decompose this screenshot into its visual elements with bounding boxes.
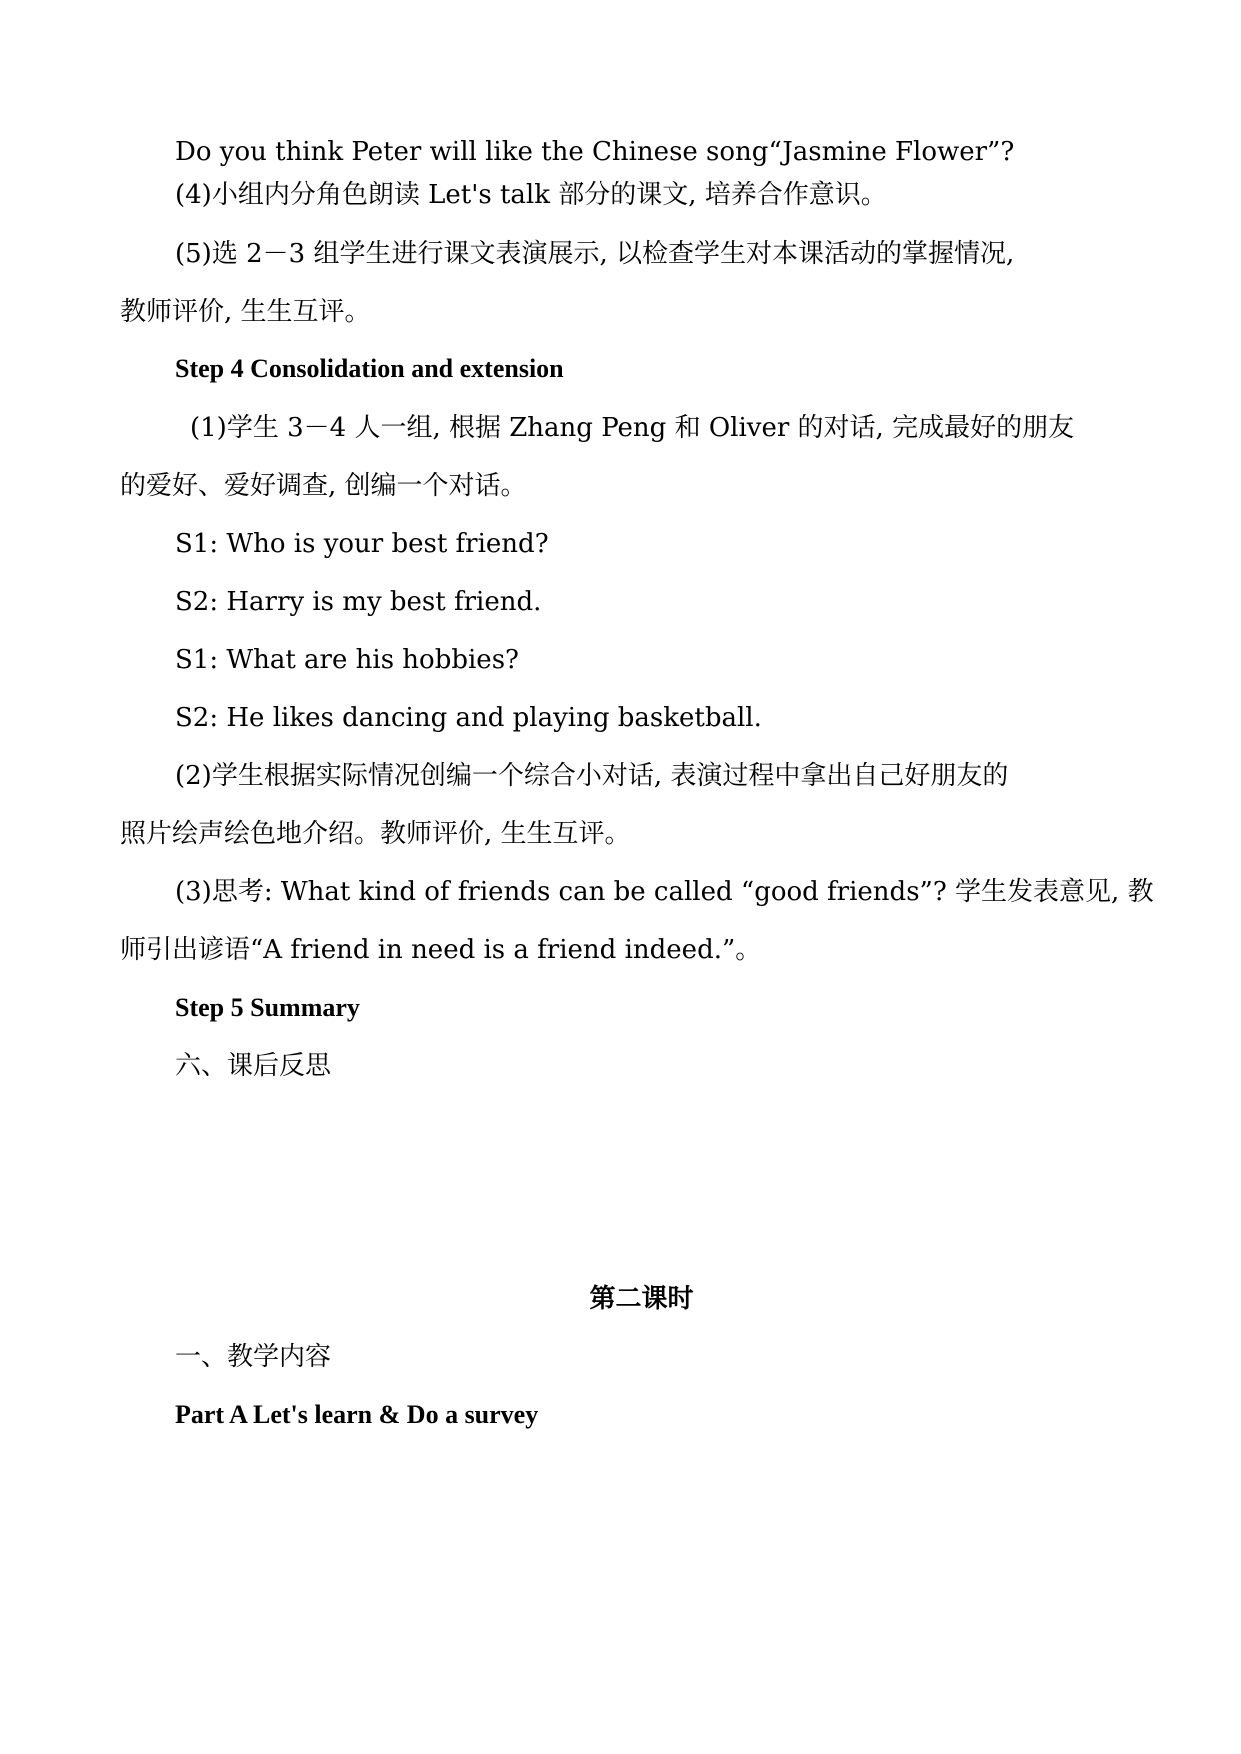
step-item-5: (5)选 2－3 组学生进行课文表演展示, 以检查学生对本课活动的掌握情况, [175,239,1015,269]
step-4-heading: Step 4 Consolidation and extension [175,354,564,383]
dialogue-line-4: S2: He likes dancing and playing basketball. [175,703,762,733]
step-item-4: (4)小组内分角色朗读 Let's talk 部分的课文, 培养合作意识。 [175,180,887,210]
consolidation-item-1: (1)学生 3－4 人一组, 根据 Zhang Peng 和 Oliver 的对话, 完成最好的朋友 [190,413,1075,443]
dialogue-line-2: S2: Harry is my best friend. [175,587,542,617]
teaching-content-heading: 一、教学内容 [175,1342,332,1372]
consolidation-item-2-continued: 照片绘声绘色地介绍。教师评价, 生生互评。 [120,819,631,849]
question-line: Do you think Peter will like the Chinese song“Jasmine Flower”? [175,137,1015,167]
section-reflection-heading: 六、课后反思 [175,1051,332,1081]
step-5-heading: Step 5 Summary [175,993,360,1022]
dialogue-line-3: S1: What are his hobbies? [175,645,519,675]
consolidation-item-2: (2)学生根据实际情况创编一个综合小对话, 表演过程中拿出自己好朋友的 [175,761,1009,791]
consolidation-item-1-continued: 的爱好、爱好调查, 创编一个对话。 [120,471,527,501]
consolidation-item-3-continued: 师引出谚语“A friend in need is a friend indeed.”。 [120,935,762,965]
consolidation-item-3: (3)思考: What kind of friends can be called “good friends”? 学生发表意见, 教 [175,877,1154,907]
step-item-5-continued: 教师评价, 生生互评。 [120,297,371,327]
lesson-2-title: 第二课时 [589,1284,694,1313]
dialogue-line-1: S1: Who is your best friend? [175,529,549,559]
part-a-heading: Part A Let's learn & Do a survey [175,1400,539,1429]
